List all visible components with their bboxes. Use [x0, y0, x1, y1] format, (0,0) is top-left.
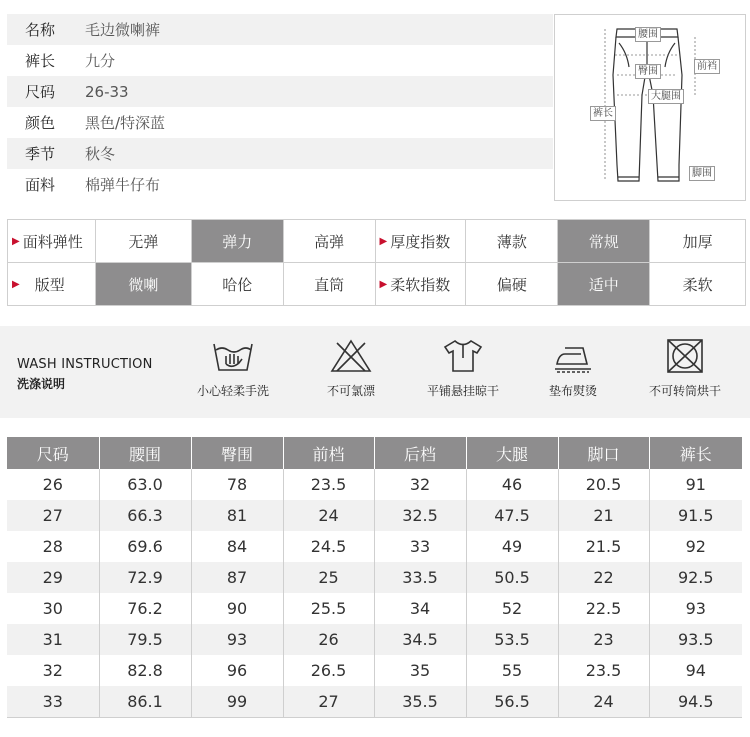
size-table-cell: 72.9 — [99, 562, 191, 593]
wash-label-hand-wash: 小心轻柔手洗 — [196, 384, 269, 398]
size-table-cell: 49 — [466, 531, 558, 562]
size-table-cell: 34.5 — [374, 624, 466, 655]
size-table-cell: 30 — [7, 593, 99, 624]
info-value: 棉弹牛仔布 — [85, 176, 161, 194]
info-row — [7, 14, 553, 45]
size-table-cell: 32.5 — [374, 500, 466, 531]
wash-item-no-tumble-dry — [630, 338, 740, 399]
size-table-cell: 47.5 — [466, 500, 558, 531]
triangle-marker-icon: ▶ — [12, 235, 20, 247]
diagram-leg-opening-label: 脚围 — [689, 166, 715, 181]
info-label: 颜色 — [25, 114, 56, 132]
size-table-cell: 21.5 — [558, 531, 649, 562]
size-table-cell: 32 — [374, 469, 466, 500]
size-table-cell: 82.8 — [99, 655, 191, 686]
info-row — [7, 45, 553, 76]
size-table-cell: 99 — [191, 686, 283, 717]
info-label: 季节 — [25, 145, 56, 163]
size-table-cell: 91.5 — [649, 500, 742, 531]
iron-with-cloth-icon — [551, 338, 595, 374]
size-table-cell: 53.5 — [466, 624, 558, 655]
size-table-cell: 91 — [685, 475, 706, 494]
attribute-option: 哈伦 — [192, 263, 284, 306]
size-table-cell: 33 — [374, 531, 466, 562]
size-table-cell: 56.5 — [466, 686, 558, 717]
attribute-option: 偏硬 — [466, 263, 558, 306]
size-table-header-cell: 臀围 — [191, 437, 283, 469]
size-table-header-cell: 后档 — [374, 437, 466, 469]
size-table-cell: 93 — [191, 624, 283, 655]
size-table-cell: 90 — [191, 593, 283, 624]
attribute-name — [376, 220, 467, 263]
size-table-cell: 21 — [558, 500, 649, 531]
size-table-cell: 81 — [191, 500, 283, 531]
size-table-header-cell: 裤长 — [649, 437, 742, 469]
wash-title-en: WASH INSTRUCTION — [17, 357, 153, 372]
size-table-cell: 33.5 — [374, 562, 466, 593]
size-table-cell: 94 — [685, 661, 706, 680]
size-table-cell: 96 — [191, 655, 283, 686]
attribute-option: 薄款 — [466, 220, 558, 263]
hand-wash-icon — [211, 338, 255, 374]
size-table-cell: 26 — [7, 469, 99, 500]
size-table-body — [7, 469, 742, 717]
size-table-cell: 28 — [7, 531, 99, 562]
attribute-option: 适中 — [558, 263, 650, 306]
size-table-cell: 93 — [685, 599, 706, 618]
attribute-option: 无弹 — [96, 220, 192, 263]
attribute-name-text: 面料弹性 — [22, 232, 83, 251]
info-row — [7, 169, 553, 200]
wash-title — [17, 357, 153, 392]
info-row — [7, 138, 553, 169]
size-table-cell: 35 — [374, 655, 466, 686]
attributes-grid — [7, 219, 746, 306]
hang-dry-icon — [441, 338, 485, 374]
size-table-cell: 32 — [7, 655, 99, 686]
attribute-option: 常规 — [558, 220, 650, 263]
size-table-cell: 87 — [191, 562, 283, 593]
size-table-cell: 34 — [374, 593, 466, 624]
size-table-cell: 92 — [685, 537, 706, 556]
size-table-header-cell: 前档 — [283, 437, 374, 469]
size-table-cell: 23.5 — [283, 469, 374, 500]
pants-outline-icon — [555, 15, 745, 200]
size-table-header-cell: 脚口 — [558, 437, 649, 469]
size-table-cell: 52 — [466, 593, 558, 624]
size-table-row — [7, 686, 742, 717]
size-table-header-cell: 大腿 — [466, 437, 558, 469]
size-table-cell: 33 — [7, 686, 99, 717]
no-tumble-dry-icon — [663, 338, 707, 374]
attribute-row — [8, 220, 746, 263]
triangle-marker-icon: ▶ — [379, 278, 388, 290]
product-info-list — [7, 14, 553, 200]
wash-item-hang-dry — [408, 338, 518, 399]
size-table-row — [7, 531, 742, 562]
size-table-cell: 66.3 — [99, 500, 191, 531]
attribute-option: 微喇 — [96, 263, 192, 306]
size-table-cell: 31 — [7, 624, 99, 655]
size-table-cell: 78 — [191, 469, 283, 500]
attribute-name — [8, 220, 96, 263]
wash-item-no-bleach — [296, 338, 406, 399]
size-table-cell: 24 — [283, 500, 374, 531]
diagram-thigh-label: 大腿围 — [648, 89, 684, 104]
wash-label-hang-dry: 平铺悬挂晾干 — [426, 384, 499, 398]
size-table-cell: 50.5 — [466, 562, 558, 593]
wash-item-hand-wash — [178, 338, 288, 399]
attribute-name — [8, 263, 96, 306]
wash-title-cn: 洗涤说明 — [17, 377, 66, 391]
size-table-row — [7, 500, 742, 531]
size-table-cell: 23.5 — [558, 655, 649, 686]
size-table-header-cell: 腰围 — [99, 437, 191, 469]
no-bleach-icon — [329, 338, 373, 374]
info-value: 九分 — [85, 52, 116, 70]
size-table-cell: 26.5 — [283, 655, 374, 686]
attribute-name-text: 版型 — [34, 275, 65, 294]
diagram-length-label: 裤长 — [590, 106, 616, 121]
attribute-option: 弹力 — [192, 220, 284, 263]
size-table-cell: 27 — [283, 686, 374, 717]
size-table-cell: 69.6 — [99, 531, 191, 562]
info-value: 毛边微喇裤 — [85, 21, 161, 39]
attribute-option: 直筒 — [284, 263, 376, 306]
diagram-front-rise-label: 前裆 — [694, 59, 720, 74]
wash-label-iron: 垫布熨烫 — [548, 384, 597, 398]
size-table-cell: 23 — [558, 624, 649, 655]
size-table — [7, 437, 742, 718]
diagram-waist-label: 腰围 — [635, 27, 661, 42]
size-table-cell: 20.5 — [558, 469, 649, 500]
info-value: 秋冬 — [85, 145, 116, 163]
size-table-cell: 79.5 — [99, 624, 191, 655]
size-table-cell: 24 — [558, 686, 649, 717]
size-table-cell: 93.5 — [649, 624, 742, 655]
info-label: 裤长 — [25, 52, 56, 70]
diagram-hip-label: 臀围 — [635, 64, 661, 79]
size-table-cell: 29 — [7, 562, 99, 593]
size-table-cell: 94.5 — [649, 686, 742, 717]
size-table-cell: 46 — [466, 469, 558, 500]
size-table-cell: 24.5 — [283, 531, 374, 562]
info-label: 面料 — [25, 176, 56, 194]
info-row — [7, 76, 553, 107]
wash-item-iron — [518, 338, 628, 399]
size-table-row — [7, 593, 742, 624]
size-table-header-row — [7, 437, 742, 469]
size-table-cell: 26 — [283, 624, 374, 655]
attribute-row — [8, 263, 746, 306]
triangle-marker-icon: ▶ — [12, 278, 20, 290]
size-table-cell: 22 — [558, 562, 649, 593]
size-table-header-cell: 尺码 — [7, 437, 99, 469]
size-table-row — [7, 655, 742, 686]
size-table-cell: 84 — [191, 531, 283, 562]
triangle-marker-icon: ▶ — [379, 235, 388, 247]
info-label: 名称 — [25, 21, 56, 39]
info-row — [7, 107, 553, 138]
attribute-option: 柔软 — [650, 263, 746, 306]
info-value: 黑色/特深蓝 — [85, 114, 166, 132]
attribute-name-text: 厚度指数 — [390, 232, 451, 251]
size-table-cell: 55 — [466, 655, 558, 686]
pants-measurement-diagram — [554, 14, 746, 201]
size-table-cell: 22.5 — [558, 593, 649, 624]
size-table-cell: 63.0 — [99, 469, 191, 500]
size-table-cell: 86.1 — [99, 686, 191, 717]
size-table-row — [7, 469, 742, 500]
size-table-row — [7, 624, 742, 655]
size-table-cell: 25.5 — [283, 593, 374, 624]
size-table-cell: 27 — [7, 500, 99, 531]
attribute-option: 高弹 — [284, 220, 376, 263]
attribute-name-text: 柔软指数 — [390, 275, 451, 294]
info-value: 26-33 — [85, 82, 129, 101]
size-table-cell: 35.5 — [374, 686, 466, 717]
size-table-row — [7, 562, 742, 593]
size-table-cell: 92.5 — [649, 562, 742, 593]
info-label: 尺码 — [25, 83, 56, 101]
attribute-option: 加厚 — [650, 220, 746, 263]
attribute-name — [376, 263, 467, 306]
size-table-cell: 25 — [283, 562, 374, 593]
wash-instruction-panel — [0, 326, 750, 418]
wash-label-no-tumble-dry: 不可转筒烘干 — [648, 384, 721, 398]
wash-label-no-bleach: 不可氯漂 — [326, 384, 375, 398]
size-table-cell: 76.2 — [99, 593, 191, 624]
